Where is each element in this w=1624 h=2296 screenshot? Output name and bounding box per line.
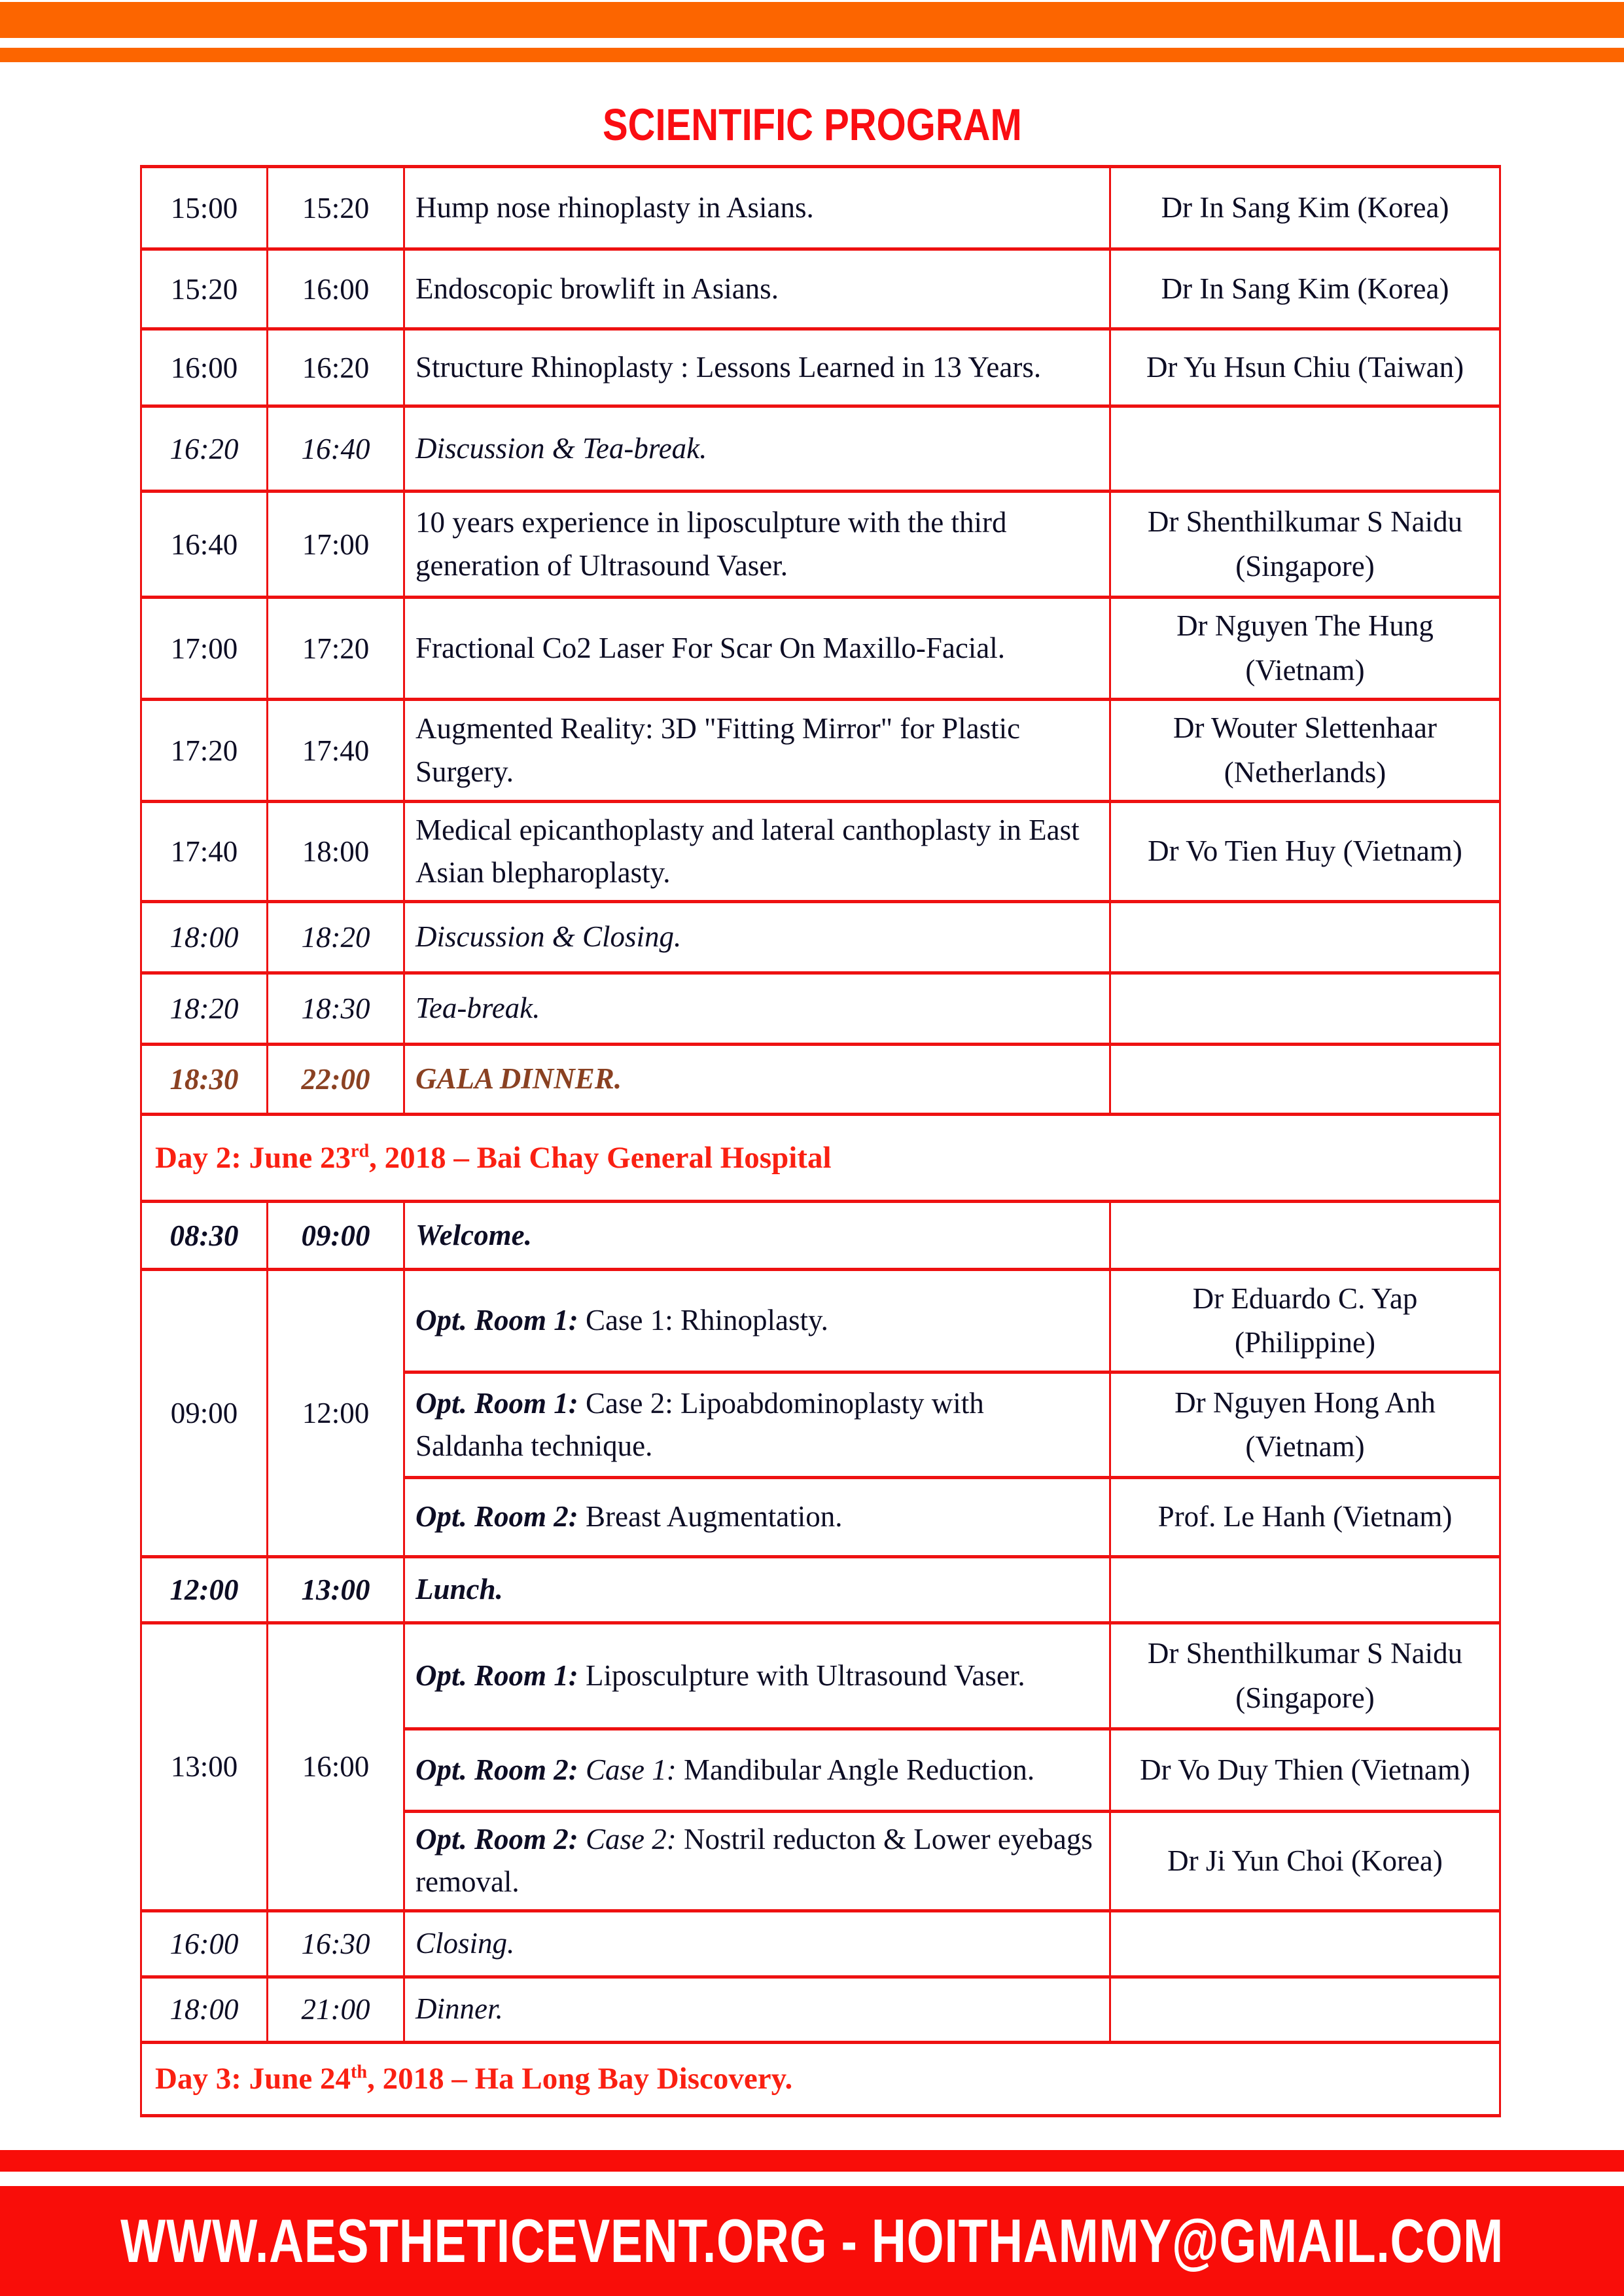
day3-header-text: Day 3: June 24 [155,2062,351,2096]
time-start-cell: 18:00 [141,1977,268,2042]
session-title-text: Liposculpture with Ultrasound Vaser. [578,1659,1025,1692]
schedule-row [141,249,1500,329]
speaker-cell: Dr Eduardo C. Yap (Philippine) [1110,1270,1500,1372]
page-title [0,97,1624,153]
time-end-cell: 18:20 [268,902,404,973]
break-title-cell: Tea-break. [404,973,1110,1045]
session-title-text: Nostril reducton & Lower eyebags removal. [415,1823,1093,1899]
time-start-cell: 16:00 [141,1910,268,1977]
page-title-text: SCIENTIFIC PROGRAM [602,99,1022,150]
speaker-cell: Prof. Le Hanh (Vietnam) [1110,1478,1500,1557]
schedule-row [141,802,1500,902]
schedule-row [141,598,1500,700]
footer-contact-text: WWW.AESTHETICEVENT.ORG - HOITHAMMY@GMAIL.COM [120,2206,1504,2275]
session-title-cell [404,1478,1110,1557]
time-start-cell: 15:00 [141,167,268,249]
schedule-row [141,700,1500,802]
time-start-cell: 18:20 [141,973,268,1045]
time-end-cell: 17:40 [268,700,404,802]
speaker-cell: Dr Nguyen The Hung (Vietnam) [1110,598,1500,700]
day3-header [141,2042,1500,2115]
speaker-cell: Dr Nguyen Hong Anh (Vietnam) [1110,1372,1500,1478]
time-start-cell: 08:30 [141,1202,268,1270]
session-title-cell [404,1812,1110,1911]
session-title-cell: Endoscopic browlift in Asians. [404,249,1110,329]
time-end-cell: 21:00 [268,1977,404,2042]
session-title-text: Breast Augmentation. [578,1500,843,1534]
session-title-text: Case 2: Lipoabdominoplasty with Saldanha technique. [415,1386,984,1462]
gala-dinner-row [141,1045,1500,1115]
time-end-cell: 18:00 [268,802,404,902]
session-title-text: Case 1: Rhinoplasty. [578,1304,828,1337]
time-end-cell: 18:30 [268,973,404,1045]
operating-room-label: Opt. Room 2: [415,1500,578,1534]
schedule-row [141,1623,1500,1729]
break-title-cell: Discussion & Closing. [404,902,1110,973]
time-start-cell: 16:20 [141,406,268,492]
operating-room-label: Opt. Room 1: [415,1304,578,1337]
time-end-cell: 13:00 [268,1557,404,1623]
operating-room-label: Opt. Room 2: [415,1753,578,1786]
speaker-cell: Dr Vo Tien Huy (Vietnam) [1110,802,1500,902]
time-end-cell: 15:20 [268,167,404,249]
time-end-cell: 16:20 [268,329,404,406]
session-title-cell: Medical epicanthoplasty and lateral canthoplasty in East Asian blepharoplasty. [404,802,1110,902]
speaker-cell [1110,1557,1500,1623]
time-start-cell: 12:00 [141,1557,268,1623]
speaker-cell [1110,1977,1500,2042]
welcome-title-cell: Welcome. [404,1202,1110,1270]
time-start-cell: 17:40 [141,802,268,902]
speaker-cell [1110,1045,1500,1115]
break-row [141,1910,1500,1977]
speaker-cell [1110,902,1500,973]
day3-header-rest: , 2018 – Ha Long Bay Discovery. [367,2062,793,2096]
speaker-cell: Dr Shenthilkumar S Naidu (Singapore) [1110,492,1500,598]
session-title-cell: Augmented Reality: 3D "Fitting Mirror" for Plastic Surgery. [404,700,1110,802]
session-title-cell: Hump nose rhinoplasty in Asians. [404,167,1110,249]
top-orange-band-thin [0,48,1624,62]
break-title-cell: Discussion & Tea-break. [404,406,1110,492]
top-orange-band-thick [0,2,1624,38]
operating-room-label: Opt. Room 1: [415,1386,578,1420]
closing-title-cell: Closing. [404,1910,1110,1977]
speaker-cell: Dr Yu Hsun Chiu (Taiwan) [1110,329,1500,406]
session-title-cell: Fractional Co2 Laser For Scar On Maxillo-Facial. [404,598,1110,700]
day3-ordinal-suffix: th [350,2062,368,2083]
session-title-text: Mandibular Angle Reduction. [676,1753,1035,1786]
lunch-title-cell: Lunch. [404,1557,1110,1623]
welcome-row [141,1202,1500,1270]
time-end-cell: 12:00 [268,1270,404,1557]
break-row [141,973,1500,1045]
case-label: Case 2: [578,1823,677,1856]
day2-header-text: Day 2: June 23 [155,1141,351,1175]
speaker-cell: Dr In Sang Kim (Korea) [1110,167,1500,249]
operating-room-label: Opt. Room 1: [415,1659,578,1692]
time-end-cell: 17:00 [268,492,404,598]
day2-ordinal-suffix: rd [350,1141,370,1162]
operating-room-label: Opt. Room 2: [415,1823,578,1856]
time-end-cell: 17:20 [268,598,404,700]
speaker-cell [1110,973,1500,1045]
time-start-cell: 09:00 [141,1270,268,1557]
time-end-cell: 16:00 [268,249,404,329]
session-title-cell [404,1372,1110,1478]
schedule-row [141,167,1500,249]
schedule-row [141,329,1500,406]
day2-header [141,1115,1500,1202]
gala-dinner-title-cell: GALA DINNER. [404,1045,1110,1115]
speaker-cell [1110,406,1500,492]
schedule-row [141,1270,1500,1372]
session-title-cell [404,1623,1110,1729]
time-end-cell: 16:00 [268,1623,404,1911]
lunch-row [141,1557,1500,1623]
speaker-cell [1110,1910,1500,1977]
time-start-cell: 17:20 [141,700,268,802]
time-end-cell: 09:00 [268,1202,404,1270]
session-title-cell [404,1729,1110,1812]
session-title-cell: 10 years experience in liposculpture with the third generation of Ultrasound Vaser. [404,492,1110,598]
time-start-cell: 15:20 [141,249,268,329]
day2-header-rest: , 2018 – Bai Chay General Hospital [369,1141,832,1175]
time-start-cell: 18:30 [141,1045,268,1115]
speaker-cell: Dr Ji Yun Choi (Korea) [1110,1812,1500,1911]
time-end-cell: 16:40 [268,406,404,492]
program-table [140,165,1501,2117]
schedule-row [141,492,1500,598]
bottom-red-band-thin [0,2150,1624,2172]
day-header-row [141,1115,1500,1202]
session-title-cell: Structure Rhinoplasty : Lessons Learned in 13 Years. [404,329,1110,406]
footer-red-banner [0,2186,1624,2296]
speaker-cell [1110,1202,1500,1270]
time-end-cell: 16:30 [268,1910,404,1977]
break-row [141,406,1500,492]
speaker-cell: Dr Vo Duy Thien (Vietnam) [1110,1729,1500,1812]
speaker-cell: Dr In Sang Kim (Korea) [1110,249,1500,329]
speaker-cell: Dr Wouter Slettenhaar (Netherlands) [1110,700,1500,802]
day-header-row [141,2042,1500,2115]
case-label: Case 1: [578,1753,677,1786]
speaker-cell: Dr Shenthilkumar S Naidu (Singapore) [1110,1623,1500,1729]
time-start-cell: 13:00 [141,1623,268,1911]
break-row [141,902,1500,973]
time-end-cell: 22:00 [268,1045,404,1115]
time-start-cell: 18:00 [141,902,268,973]
session-title-cell [404,1270,1110,1372]
dinner-title-cell: Dinner. [404,1977,1110,2042]
break-row [141,1977,1500,2042]
time-start-cell: 16:00 [141,329,268,406]
time-start-cell: 17:00 [141,598,268,700]
time-start-cell: 16:40 [141,492,268,598]
